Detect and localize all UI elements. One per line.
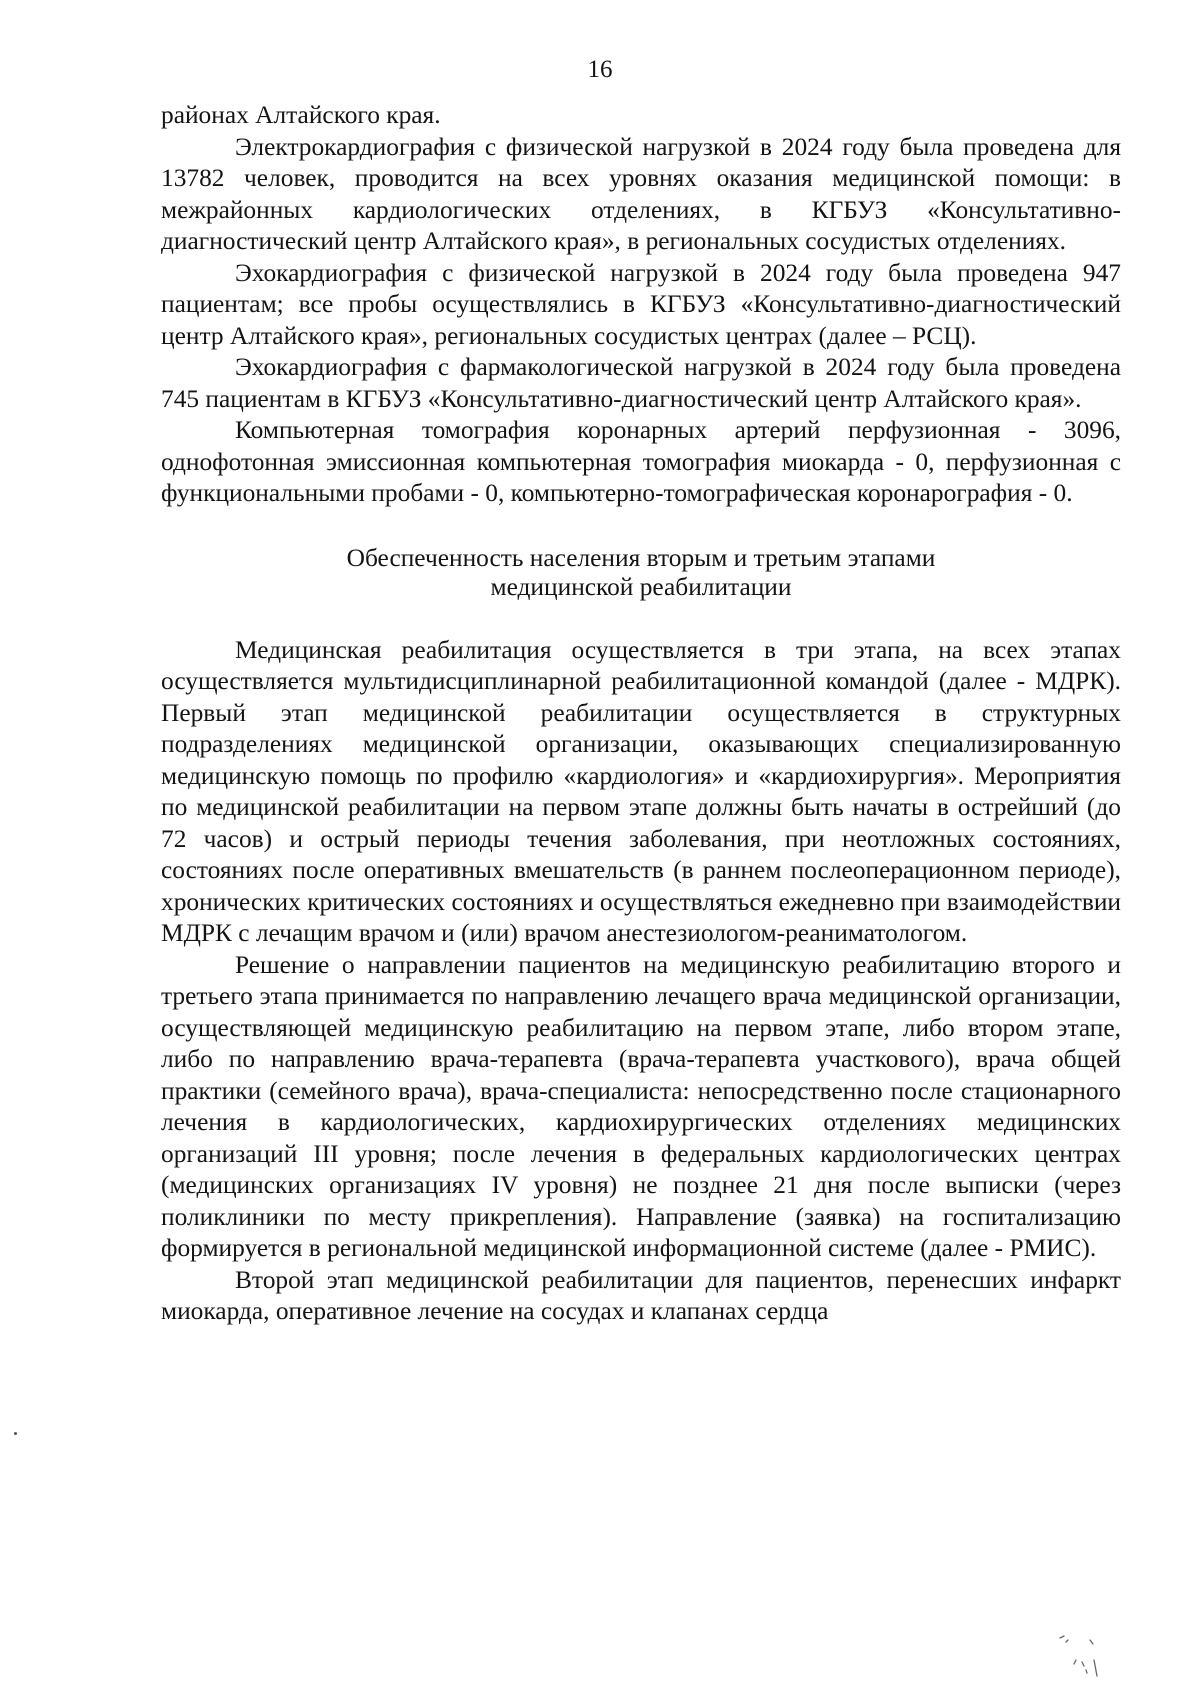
scan-artifact-dot bbox=[14, 1432, 17, 1435]
section-heading-line-1: Обеспеченность населения вторым и третьим этапами bbox=[346, 543, 936, 572]
scan-artifact-marks bbox=[1050, 1630, 1120, 1680]
paragraph-echo-pharmacological: Эхокардиография с фармакологической нагрузкой в 2024 году была проведена 745 пациентам в КГБУЗ «Консультативно-диагностический центр Алтайского края». bbox=[161, 353, 1121, 413]
page-number: 16 bbox=[587, 56, 613, 83]
section-heading bbox=[161, 544, 1121, 602]
paragraph-echo-physical: Эхокардиография с физической нагрузкой в 2024 году была проведена 947 пациентам; все пробы осуществлялись в КГБУЗ «Консультативно-диагностический центр Алтайского края», региональных сосудистых центрах (далее – РСЦ). bbox=[161, 258, 1121, 350]
document-body bbox=[161, 100, 1121, 1328]
paragraph-ecg-stress: Электрокардиография с физической нагрузкой в 2024 году была проведена для 13782 человек, проводится на всех уровнях оказания медицинской помощи: в межрайонных кардиологических отделениях, в КГБУЗ «Консультативно-диагностический центр Алтайского края», в региональных сосудистых отделениях. bbox=[161, 132, 1121, 255]
paragraph-rehabilitation-stages: Медицинская реабилитация осуществляется в три этапа, на всех этапах осуществляется мультидисциплинарной реабилитационной командой (далее - МДРК). Первый этап медицинской реабилитации осуществляется в структурных подразделениях медицинской организации, оказывающих специализированную медицинскую помощь по профилю «кардиология» и «кардиохирургия». Мероприятия по медицинской реабилитации на первом этапе должны быть начаты в острейший (до 72 часов) и острый периоды течения заболевания, при неотложных состояниях, состояниях после оперативных вмешательств (в раннем послеоперационном периоде), хронических критических состояниях и осуществляться ежедневно при взаимодействии МДРК с лечащим врачом и (или) врачом анестезиологом-реаниматологом. bbox=[161, 635, 1121, 947]
paragraph-continuation: районах Алтайского края. bbox=[161, 101, 441, 129]
paragraph-second-stage: Второй этап медицинской реабилитации для пациентов, перенесших инфаркт миокарда, оперативное лечение на сосудах и клапанах сердца bbox=[161, 1265, 1121, 1325]
paragraph-referral-decision: Решение о направлении пациентов на медицинскую реабилитацию второго и третьего этапа принимается по направлению лечащего врача медицинской организации, осуществляющей медицинскую реабилитацию на первом этапе, либо втором этапе, либо по направлению врача-терапевта (врача-терапевта участкового), врача общей практики (семейного врача), врача-специалиста: непосредственно после стационарного лечения в кардиологических, кардиохирургических отделениях медицинских организаций III уровня; после лечения в федеральных кардиологических центрах (медицинских организациях IV уровня) не позднее 21 дня после выписки (через поликлиники по месту прикрепления). Направление (заявка) на госпитализацию формируется в региональной медицинской информационной системе (далее - РМИС). bbox=[161, 950, 1121, 1262]
paragraph-ct-coronary: Компьютерная томография коронарных артерий перфузионная - 3096, однофотонная эмиссионная компьютерная томография миокарда - 0, перфузионная с функциональными пробами - 0, компьютерно-томографическая коронарография - 0. bbox=[161, 416, 1121, 507]
section-heading-line-2: медицинской реабилитации bbox=[490, 572, 792, 601]
